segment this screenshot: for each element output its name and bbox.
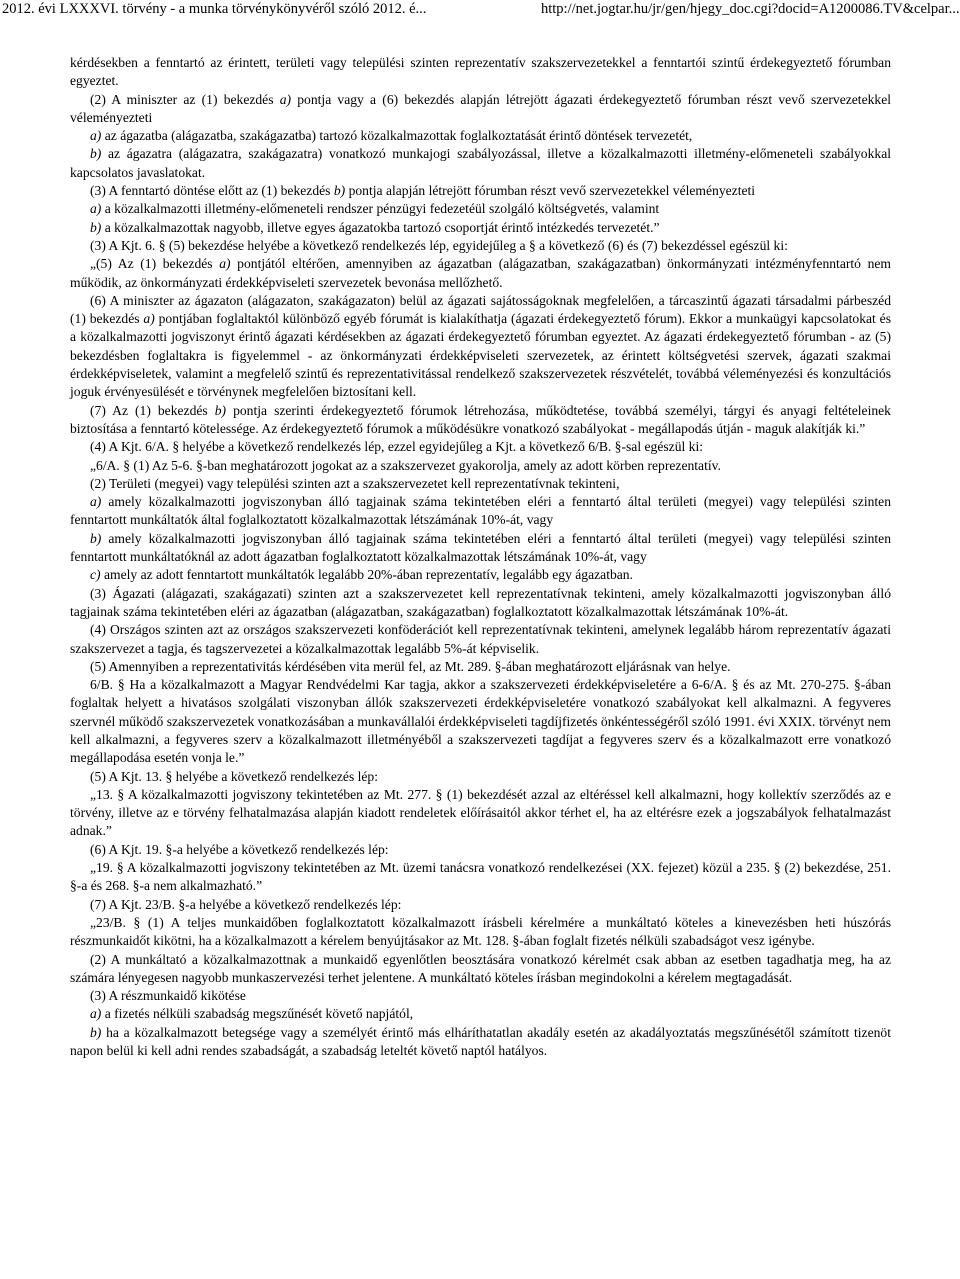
paragraph: (3) Ágazati (alágazati, szakágazati) szinten azt a szakszervezetet kell reprezentatívnak tekinteni, amely közalkalmazotti jogviszonyban álló tagjainak száma tekintetében eléri az ágazatban (alágazatban, szakágazatban) foglalkoztatott közalkalmazottak létszámának 10%-át. bbox=[70, 585, 891, 619]
paragraph: (7) Az (1) bekezdés b) pontja szerinti érdekegyeztető fórumok létrehozása, működtetése, továbbá személyi, tárgyi és anyagi feltételeinek biztosítása a fenntartó kötelessége. Az érdekegyeztető fórumok a működésükre vonatkozó szabályokat - megállapodás útján - maguk alakítják ki.” bbox=[70, 402, 891, 436]
paragraph: (5) Amennyiben a reprezentativitás kérdésében vita merül fel, az Mt. 289. §-ában meghatározott eljárásnak van helye. bbox=[90, 658, 731, 674]
paragraph: kérdésekben a fenntartó az érintett, területi vagy települési szinten reprezentatív szakszervezetekkel a fenntartói szintű érdekegyeztető fórumban bbox=[70, 55, 891, 70]
paragraph: (3) A fenntartó döntése előtt az (1) bekezdés b) pontja alapján létrejött fórumban részt vevő szervezetekkel véleményezteti bbox=[90, 183, 756, 199]
paragraph: „(5) Az (1) bekezdés a) pontjától eltérően, amennyiben az ágazatban (alágazatban, szakágazatban) önkormányzati intézményfenntartó nem működik, az önkormányzati érdekképviseleti szervezetek bevonása mellőzhető. bbox=[70, 256, 891, 290]
paragraph: (2) Területi (megyei) vagy települési szinten azt a szakszervezetet kell reprezentatívnak tekinteni, bbox=[90, 475, 620, 491]
paragraph: b) a közalkalmazottak nagyobb, illetve egyes ágazatokba tartozó csoportját érintő intézkedés tervezetét.” bbox=[90, 219, 660, 235]
paragraph: „19. § A közalkalmazotti jogviszony tekintetében az Mt. üzemi tanácsra vonatkozó rendelkezései (XX. fejezet) közül a 235. § (2) bekezdése, 251. §-a és 268. §-a nem alkalmazható.” bbox=[70, 860, 891, 894]
paragraph: b) az ágazatra (alágazatra, szakágazatra) vonatkozó munkajogi szabályozással, illetve a közalkalmazotti illetmény-előmeneteli szabályokkal kapcsolatos javaslatokat. bbox=[70, 146, 891, 180]
paragraph: (2) A miniszter az (1) bekezdés a) pontja vagy a (6) bekezdés alapján létrejött ágazati érdekegyeztető fórumban részt vevő szervezetekkel véleményezteti bbox=[70, 91, 892, 125]
paragraph: c) amely az adott fenntartott munkáltatók legalább 20%-ában reprezentatív, legalább egy ágazatban. bbox=[90, 567, 633, 583]
paragraph: b) amely közalkalmazotti jogviszonyban álló tagjainak száma tekintetében eléri a fenntartó által területi (megyei) vagy települési szinten fenntartott munkáltatóknál az adott ágazatban foglalkoztatott közalkalmazottak létszámának 10%-át, vagy bbox=[70, 530, 891, 565]
browser-print-header bbox=[0, 0, 960, 20]
page-header-url[interactable]: http://net.jogtar.hu/jr/gen/hjegy_doc.cgi?docid=A1200086.TV&celpar... bbox=[541, 1, 960, 17]
paragraph: 6/B. § Ha a közalkalmazott a Magyar Rendvédelmi Kar tagja, akkor a szakszervezeti érdekképviseletére a 6-6/A. § és az Mt. 270-275. §-ában foglaltak helyett a hivatásos szolgálati viszonyban állók szakszervezeti érdekképviseletére vonatkozó szabályokat kell alkalmazni. A fegyveres szervnél működő szakszervezetek vonatkozásában a munkavállalói érdekképviseleti tagdíjfizetés önkéntességéről szóló 1991. évi XXIX. törvényt nem kell alkalmazni, a fegyveres szerv a közalkalmazott illetményéből a szakszervezeti tagdíjat a fegyveres szerv és a közalkalmazott erre vonatkozó megállapodása esetén vonja le.” bbox=[70, 677, 891, 766]
paragraph: b) ha a közalkalmazott betegsége vagy a személyét érintő más elháríthatatlan akadály esetén az akadályoztatás megszűnésétől számított tizenöt napon belül ki kell adni rendes szabadságát, a szabadság leteltét követő naptól hatályos. bbox=[70, 1024, 891, 1059]
paragraph: „6/A. § (1) Az 5-6. §-ban meghatározott jogokat az a szakszervezet gyakorolja, amely az adott körben reprezentatív. bbox=[90, 457, 721, 473]
paragraph: a) az ágazatba (alágazatba, szakágazatba) tartozó közalkalmazottak foglalkoztatását érintő döntések tervezetét, bbox=[90, 128, 693, 144]
paragraph: (5) A Kjt. 13. § helyébe a következő rendelkezés lép: bbox=[90, 768, 379, 784]
paragraph: (4) A Kjt. 6/A. § helyébe a következő rendelkezés lép, ezzel egyidejűleg a Kjt. a következő 6/B. §-sal egészül ki: bbox=[90, 439, 704, 455]
paragraph: egyeztet. bbox=[70, 73, 119, 89]
paragraph: „23/B. § (1) A teljes munkaidőben foglalkoztatott közalkalmazott írásbeli kérelmére a munkáltató köteles a kinevezésben heti húszórás részmunkaidőt kikötni, ha a közalkalmazott a kérelem benyújtásakor az Mt. 128. §-ában foglalt fizetés nélküli szabadságot vesz igénybe. bbox=[70, 914, 891, 949]
paragraph: (3) A Kjt. 6. § (5) bekezdése helyébe a következő rendelkezés lép, egyidejűleg a § a következő (6) és (7) bekezdéssel egészül ki: bbox=[90, 237, 788, 253]
paragraph: a) amely közalkalmazotti jogviszonyban álló tagjainak száma tekintetében eléri a fenntartó által területi (megyei) vagy települési szinten fenntartott munkáltatók által foglalkoztatott közalkalmazottak létszámának 10%-át, vagy bbox=[70, 494, 891, 528]
page-header-title: 2012. évi LXXXVI. törvény - a munka törvénykönyvéről szóló 2012. é... bbox=[2, 1, 427, 17]
paragraph: (7) A Kjt. 23/B. §-a helyébe a következő rendelkezés lép: bbox=[90, 896, 402, 912]
paragraph: „13. § A közalkalmazotti jogviszony tekintetében az Mt. 277. § (1) bekezdését azzal az eltéréssel kell alkalmazni, hogy kollektív szerződés az e törvény, illetve az e törvény felhatalmazása alapján kiadott rendeletek előírásaitól akkor térhet el, ha az eltérésre ezek a jogszabályok felhatalmazást adnak.” bbox=[70, 786, 891, 839]
document-body bbox=[70, 54, 891, 1060]
paragraph: (2) A munkáltató a közalkalmazottnak a munkaidő egyenlőtlen beosztására vonatkozó kérelmét csak abban az esetben tagadhatja meg, ha az számára lényegesen nagyobb munkaszervezési terhet jelentene. A munkáltató köteles írásban megindokolni a kérelem megtagadását. bbox=[70, 951, 891, 985]
paragraph: (6) A Kjt. 19. §-a helyébe a következő rendelkezés lép: bbox=[90, 841, 389, 857]
paragraph: (4) Országos szinten azt az országos szakszervezeti konföderációt kell reprezentatívnak tekinteni, amelynek legalább három reprezentatív ágazati szakszervezet a tagja, és tagszervezetei a közalkalmazottak legalább 5%-át képviselik. bbox=[70, 622, 891, 656]
paragraph: (3) A részmunkaidő kikötése bbox=[90, 988, 246, 1004]
paragraph: a) a közalkalmazotti illetmény-előmeneteli rendszer pénzügyi fedezetéül szolgáló költségvetés, valamint bbox=[90, 201, 660, 217]
paragraph: a) a fizetés nélküli szabadság megszűnését követő napjától, bbox=[90, 1006, 414, 1022]
paragraph: (6) A miniszter az ágazaton (alágazaton, szakágazaton) belül az ágazati sajátosságoknak megfelelően, a tárcaszintű ágazati társadalmi párbeszéd (1) bekezdés a) pontjában foglaltaktól különböző egyéb fórumát is kialakíthatja (ágazati érdekegyeztető fórum). Ekkor a munkaügyi kapcsolatokat és a közalkalmazotti jogviszonyt érintő ágazati kérdésekben az ágazati érdekegyeztető fórumban egyeztet. Az ágazati érdekegyeztető fórumban - az (5) bekezdésben foglaltakra is figyelemmel - az önkormányzati érdekképviseleti szervezetek, az érintett költségvetési szervek, ágazati szakmai érdekképviseletek, valamint a megfelelő szintű és reprezentativitással rendelkező szakszervezetek részvételét, továbbá véleményezési és konzultációs joguk érvényesülését e törvénynek megfelelően biztosítani kell. bbox=[70, 292, 891, 400]
